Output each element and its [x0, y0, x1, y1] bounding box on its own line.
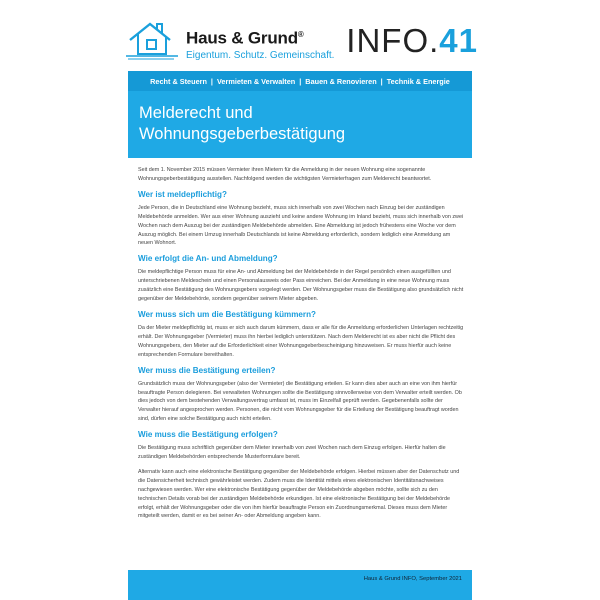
brand-name: Haus & Grund® — [186, 28, 304, 48]
haus-grund-logo-icon — [124, 20, 184, 60]
footer-bar — [128, 570, 472, 600]
nav-separator: | — [299, 76, 302, 86]
paragraph: Da der Mieter meldepflichtig ist, muss er sich auch darum kümmern, dass er alle für die Anmeldung erforderlichen Unterlagen rechtzeitig erhält. Der Wohnungsgeber (Vermieter) muss ihn hierbei lediglich unterstützen. Nach dem Melderecht ist es aber nicht die Pflicht des Wohnungsgebers, den Mieter auf die Erforderlichkeit einer Wohnungsgeberbescheinigung hinzuweisen. Er muss hierfür auch keine entsprechenden Formulare bereithalten. — [138, 324, 464, 358]
section-heading: Wie muss die Bestätigung erfolgen? — [138, 430, 278, 440]
paragraph: Grundsätzlich muss der Wohnungsgeber (also der Vermieter) die Bestätigung erteilen. Er kann dies aber auch an eine von ihm hierfür beauftragte Person delegieren. Bei verwalteten Wohnungen sollte die Bestätigung sinnvollerweise von dem Verwalter erteilt werden. Ob dies jedoch von dem bestehenden Verwaltungsvertrag umfasst ist, muss im Einzelfall geprüft werden. Gegebenenfalls sollte der Verwalter hierauf angesprochen werden. Personen, die nicht vom Wohnungsgeber für die Erteilung der Bestätigung beauftragt worden sind, dürfen eine solche Bestätigung auch nicht erteilen. — [138, 380, 462, 423]
nav-item[interactable]: Bauen & Renovieren — [305, 76, 377, 86]
nav-item[interactable]: Vermieten & Verwalten — [216, 76, 296, 86]
article-body — [138, 166, 464, 527]
title-banner — [128, 71, 472, 158]
paragraph: Alternativ kann auch eine elektronische Bestätigung gegenüber der Meldebehörde erfolgen. Hierbei müssen aber der Datenschutz und die Datensicherheit technisch gewährleistet werden. Zudem muss die Identität mittels eines elektronischen Identitätsnachweises nachgewiesen werden. Wer eine elektronische Bestätigung gegenüber der Meldebehörde abgeben möchte, sollte sich zu den technischen Details vorab bei der zuständigen Meldebehörde erkundigen. Ist eine elektronische Bestätigung bei der Meldebehörde erfolgt, erhält der Wohnungsgeber oder die von ihm hierfür beauftragte Person ein Zuordnungsmerkmal. Dieses muss dem Mieter mitgeteilt werden, damit er es bei seiner An- oder Abmeldung angeben kann. — [138, 468, 460, 520]
section-heading: Wer muss sich um die Bestätigung kümmern? — [138, 309, 316, 319]
paragraph: Seit dem 1. November 2015 müssen Vermieter ihren Mietern für die Anmeldung in der neuen Wohnung eine sogenannte Wohnungsgeberbestätigung ausstellen. Nachfolgend werden die wichtigsten Vermieterfragen zum Melderecht beantwortet. — [138, 167, 432, 182]
nav-item[interactable]: Technik & Energie — [386, 76, 450, 86]
paragraph: Die meldepflichtige Person muss für eine An- und Abmeldung bei der Meldebehörde in der Regel persönlich einen ausgefüllten und unterschriebenen Meldeschein und einen Personalausweis oder Pass einreichen. Bei der Anmeldung in eine neue Wohnung muss zusätzlich eine Bestätigung des Wohnungsgebers vorgelegt werden. Der Wohnungsgeber muss die Bestätigung also grundsätzlich nicht gegenüber der Meldebehörde, sondern gegenüber seinem Mieter abgeben. — [138, 269, 464, 303]
footer-text: Haus & Grund INFO, September 2021 — [363, 576, 462, 582]
nav-separator: | — [210, 76, 213, 86]
info-number: INFO.41 — [346, 22, 478, 59]
section-heading: Wie erfolgt die An- und Abmeldung? — [138, 254, 278, 264]
brand-block — [186, 26, 334, 62]
category-nav — [128, 71, 472, 91]
paragraph: Die Bestätigung muss schriftlich gegenüber dem Mieter innerhalb von zwei Wochen nach dem Einzug erfolgen. Hierfür halten die zuständigen Meldebehörden entsprechende Musterformulare bereit. — [138, 445, 446, 461]
nav-item[interactable]: Recht & Steuern — [150, 76, 207, 86]
page-title: Melderecht und Wohnungsgeberbestätigung — [139, 104, 346, 143]
section-heading: Wer muss die Bestätigung erteilen? — [138, 365, 276, 375]
section-heading: Wer ist meldepflichtig? — [138, 189, 227, 199]
nav-separator: | — [380, 76, 383, 86]
brand-tagline: Eigentum. Schutz. Gemeinschaft. — [186, 49, 335, 61]
paragraph: Jede Person, die in Deutschland eine Wohnung bezieht, muss sich innerhalb von zwei Wochen nach Einzug bei der zuständigen Meldebehörde anmelden. Wer aus einer Wohnung auszieht und keine andere Wohnung im Inland bezieht, muss sich innerhalb von zwei Wochen nach dem Auszug bei der zuständigen Meldebehörde abmelden. Eine Abmeldung ist jedoch frühestens eine Woche vor dem Auszug möglich. Bei einem Umzug innerhalb Deutschlands ist keine Abmeldung erforderlich, sondern lediglich eine Anmeldung am neuen Wohnort. — [138, 204, 464, 247]
